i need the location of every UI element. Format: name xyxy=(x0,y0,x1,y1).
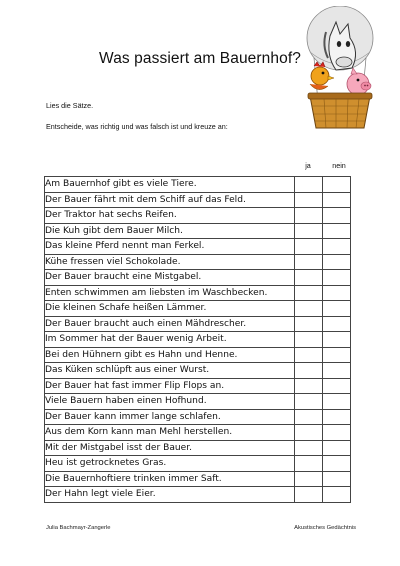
checkbox-no[interactable] xyxy=(323,255,350,269)
answer-box-yes[interactable] xyxy=(295,425,323,441)
checkbox-yes[interactable] xyxy=(295,239,322,253)
checkbox-no[interactable] xyxy=(323,270,350,284)
checkbox-yes[interactable] xyxy=(295,208,322,222)
answer-box-yes[interactable] xyxy=(295,192,323,208)
table-row xyxy=(45,409,351,425)
checkbox-no[interactable] xyxy=(323,301,350,315)
statement-text: Der Bauer hat fast immer Flip Flops an. xyxy=(45,378,295,394)
checkbox-yes[interactable] xyxy=(295,270,322,284)
statement-text: Das kleine Pferd nennt man Ferkel. xyxy=(45,239,295,255)
checkbox-yes[interactable] xyxy=(295,410,322,424)
table-row xyxy=(45,208,351,224)
statement-text: Die kleinen Schafe heißen Lämmer. xyxy=(45,301,295,317)
answer-box-yes[interactable] xyxy=(295,440,323,456)
table-row xyxy=(45,456,351,472)
table-row xyxy=(45,285,351,301)
answer-box-yes[interactable] xyxy=(295,471,323,487)
table-row xyxy=(45,239,351,255)
checkbox-yes[interactable] xyxy=(295,255,322,269)
table-row xyxy=(45,363,351,379)
checkbox-no[interactable] xyxy=(323,472,350,486)
table-row xyxy=(45,425,351,441)
answer-box-yes[interactable] xyxy=(295,301,323,317)
checkbox-no[interactable] xyxy=(323,425,350,439)
answer-box-no[interactable] xyxy=(323,425,351,441)
answer-box-no[interactable] xyxy=(323,316,351,332)
table-row xyxy=(45,378,351,394)
checkbox-no[interactable] xyxy=(323,363,350,377)
answer-box-yes[interactable] xyxy=(295,208,323,224)
answer-box-yes[interactable] xyxy=(295,394,323,410)
answer-box-no[interactable] xyxy=(323,378,351,394)
checkbox-yes[interactable] xyxy=(295,425,322,439)
checkbox-no[interactable] xyxy=(323,348,350,362)
answer-box-no[interactable] xyxy=(323,301,351,317)
table-row xyxy=(45,487,351,503)
table-row xyxy=(45,332,351,348)
statement-text: Die Kuh gibt dem Bauer Milch. xyxy=(45,223,295,239)
statement-text: Viele Bauern haben einen Hofhund. xyxy=(45,394,295,410)
answer-box-yes[interactable] xyxy=(295,347,323,363)
answer-box-yes[interactable] xyxy=(295,316,323,332)
checkbox-yes[interactable] xyxy=(295,301,322,315)
checkbox-no[interactable] xyxy=(323,317,350,331)
answer-box-yes[interactable] xyxy=(295,285,323,301)
statement-text: Der Bauer fährt mit dem Schiff auf das Feld. xyxy=(45,192,295,208)
checkbox-no[interactable] xyxy=(323,410,350,424)
checkbox-yes[interactable] xyxy=(295,472,322,486)
answer-box-no[interactable] xyxy=(323,440,351,456)
answer-box-yes[interactable] xyxy=(295,363,323,379)
table-row xyxy=(45,316,351,332)
answer-box-no[interactable] xyxy=(323,456,351,472)
footer-topic: Akustisches Gedächtnis xyxy=(294,525,356,531)
column-header-no: nein xyxy=(332,161,346,170)
statement-table xyxy=(44,176,351,503)
statement-text: Der Bauer braucht eine Mistgabel. xyxy=(45,270,295,286)
statement-text: Am Bauernhof gibt es viele Tiere. xyxy=(45,177,295,193)
answer-box-no[interactable] xyxy=(323,332,351,348)
statement-text: Das Küken schlüpft aus einer Wurst. xyxy=(45,363,295,379)
statement-text: Der Bauer braucht auch einen Mähdrescher. xyxy=(45,316,295,332)
statement-text: Bei den Hühnern gibt es Hahn und Henne. xyxy=(45,347,295,363)
checkbox-no[interactable] xyxy=(323,332,350,346)
answer-box-no[interactable] xyxy=(323,239,351,255)
table-row xyxy=(45,471,351,487)
checkbox-yes[interactable] xyxy=(295,348,322,362)
answer-box-yes[interactable] xyxy=(295,254,323,270)
answer-box-yes[interactable] xyxy=(295,456,323,472)
checkbox-no[interactable] xyxy=(323,177,350,191)
answer-box-no[interactable] xyxy=(323,471,351,487)
statement-text: Die Bauernhoftiere trinken immer Saft. xyxy=(45,471,295,487)
table-row xyxy=(45,177,351,193)
checkbox-yes[interactable] xyxy=(295,332,322,346)
answer-box-yes[interactable] xyxy=(295,332,323,348)
checkbox-yes[interactable] xyxy=(295,177,322,191)
checkbox-yes[interactable] xyxy=(295,441,322,455)
answer-box-yes[interactable] xyxy=(295,239,323,255)
checkbox-yes[interactable] xyxy=(295,286,322,300)
answer-box-no[interactable] xyxy=(323,363,351,379)
table-row xyxy=(45,270,351,286)
table-row xyxy=(45,223,351,239)
footer-author: Julia Bachmayr-Zangerle xyxy=(46,525,111,531)
answer-box-no[interactable] xyxy=(323,270,351,286)
checkbox-yes[interactable] xyxy=(295,487,322,501)
checkbox-yes[interactable] xyxy=(295,317,322,331)
answer-box-yes[interactable] xyxy=(295,409,323,425)
answer-box-yes[interactable] xyxy=(295,270,323,286)
answer-box-no[interactable] xyxy=(323,208,351,224)
checkbox-no[interactable] xyxy=(323,286,350,300)
statement-text: Kühe fressen viel Schokolade. xyxy=(45,254,295,270)
instruction-decide: Entscheide, was richtig und was falsch ist und kreuze an: xyxy=(46,122,228,131)
checkbox-no[interactable] xyxy=(323,456,350,470)
statement-text: Heu ist getrocknetes Gras. xyxy=(45,456,295,472)
answer-box-no[interactable] xyxy=(323,487,351,503)
answer-box-no[interactable] xyxy=(323,409,351,425)
checkbox-yes[interactable] xyxy=(295,224,322,238)
checkbox-no[interactable] xyxy=(323,239,350,253)
answer-box-no[interactable] xyxy=(323,394,351,410)
checkbox-no[interactable] xyxy=(323,193,350,207)
checkbox-no[interactable] xyxy=(323,208,350,222)
table-row xyxy=(45,192,351,208)
answer-box-yes[interactable] xyxy=(295,177,323,193)
checkbox-no[interactable] xyxy=(323,224,350,238)
checkbox-no[interactable] xyxy=(323,379,350,393)
checkbox-yes[interactable] xyxy=(295,456,322,470)
answer-box-no[interactable] xyxy=(323,192,351,208)
checkbox-no[interactable] xyxy=(323,394,350,408)
statement-text: Im Sommer hat der Bauer wenig Arbeit. xyxy=(45,332,295,348)
checkbox-no[interactable] xyxy=(323,441,350,455)
table-row xyxy=(45,394,351,410)
answer-box-no[interactable] xyxy=(323,347,351,363)
instruction-read: Lies die Sätze. xyxy=(46,101,94,110)
statement-text: Mit der Mistgabel isst der Bauer. xyxy=(45,440,295,456)
statement-text: Enten schwimmen am liebsten im Waschbecken. xyxy=(45,285,295,301)
answer-box-no[interactable] xyxy=(323,223,351,239)
table-row xyxy=(45,440,351,456)
answer-box-yes[interactable] xyxy=(295,223,323,239)
statement-text: Der Bauer kann immer lange schlafen. xyxy=(45,409,295,425)
statement-text: Der Hahn legt viele Eier. xyxy=(45,487,295,503)
answer-box-yes[interactable] xyxy=(295,487,323,503)
checkbox-yes[interactable] xyxy=(295,363,322,377)
table-row xyxy=(45,301,351,317)
checkbox-yes[interactable] xyxy=(295,379,322,393)
table-row xyxy=(45,347,351,363)
answer-box-no[interactable] xyxy=(323,254,351,270)
answer-box-no[interactable] xyxy=(323,285,351,301)
table-row xyxy=(45,254,351,270)
answer-box-no[interactable] xyxy=(323,177,351,193)
checkbox-yes[interactable] xyxy=(295,193,322,207)
statement-text: Der Traktor hat sechs Reifen. xyxy=(45,208,295,224)
balloon-farm-animals-icon xyxy=(296,6,382,134)
statement-text: Aus dem Korn kann man Mehl herstellen. xyxy=(45,425,295,441)
checkbox-no[interactable] xyxy=(323,487,350,501)
page-title: Was passiert am Bauernhof? xyxy=(99,50,301,67)
checkbox-yes[interactable] xyxy=(295,394,322,408)
column-header-yes: ja xyxy=(305,161,311,170)
answer-box-yes[interactable] xyxy=(295,378,323,394)
